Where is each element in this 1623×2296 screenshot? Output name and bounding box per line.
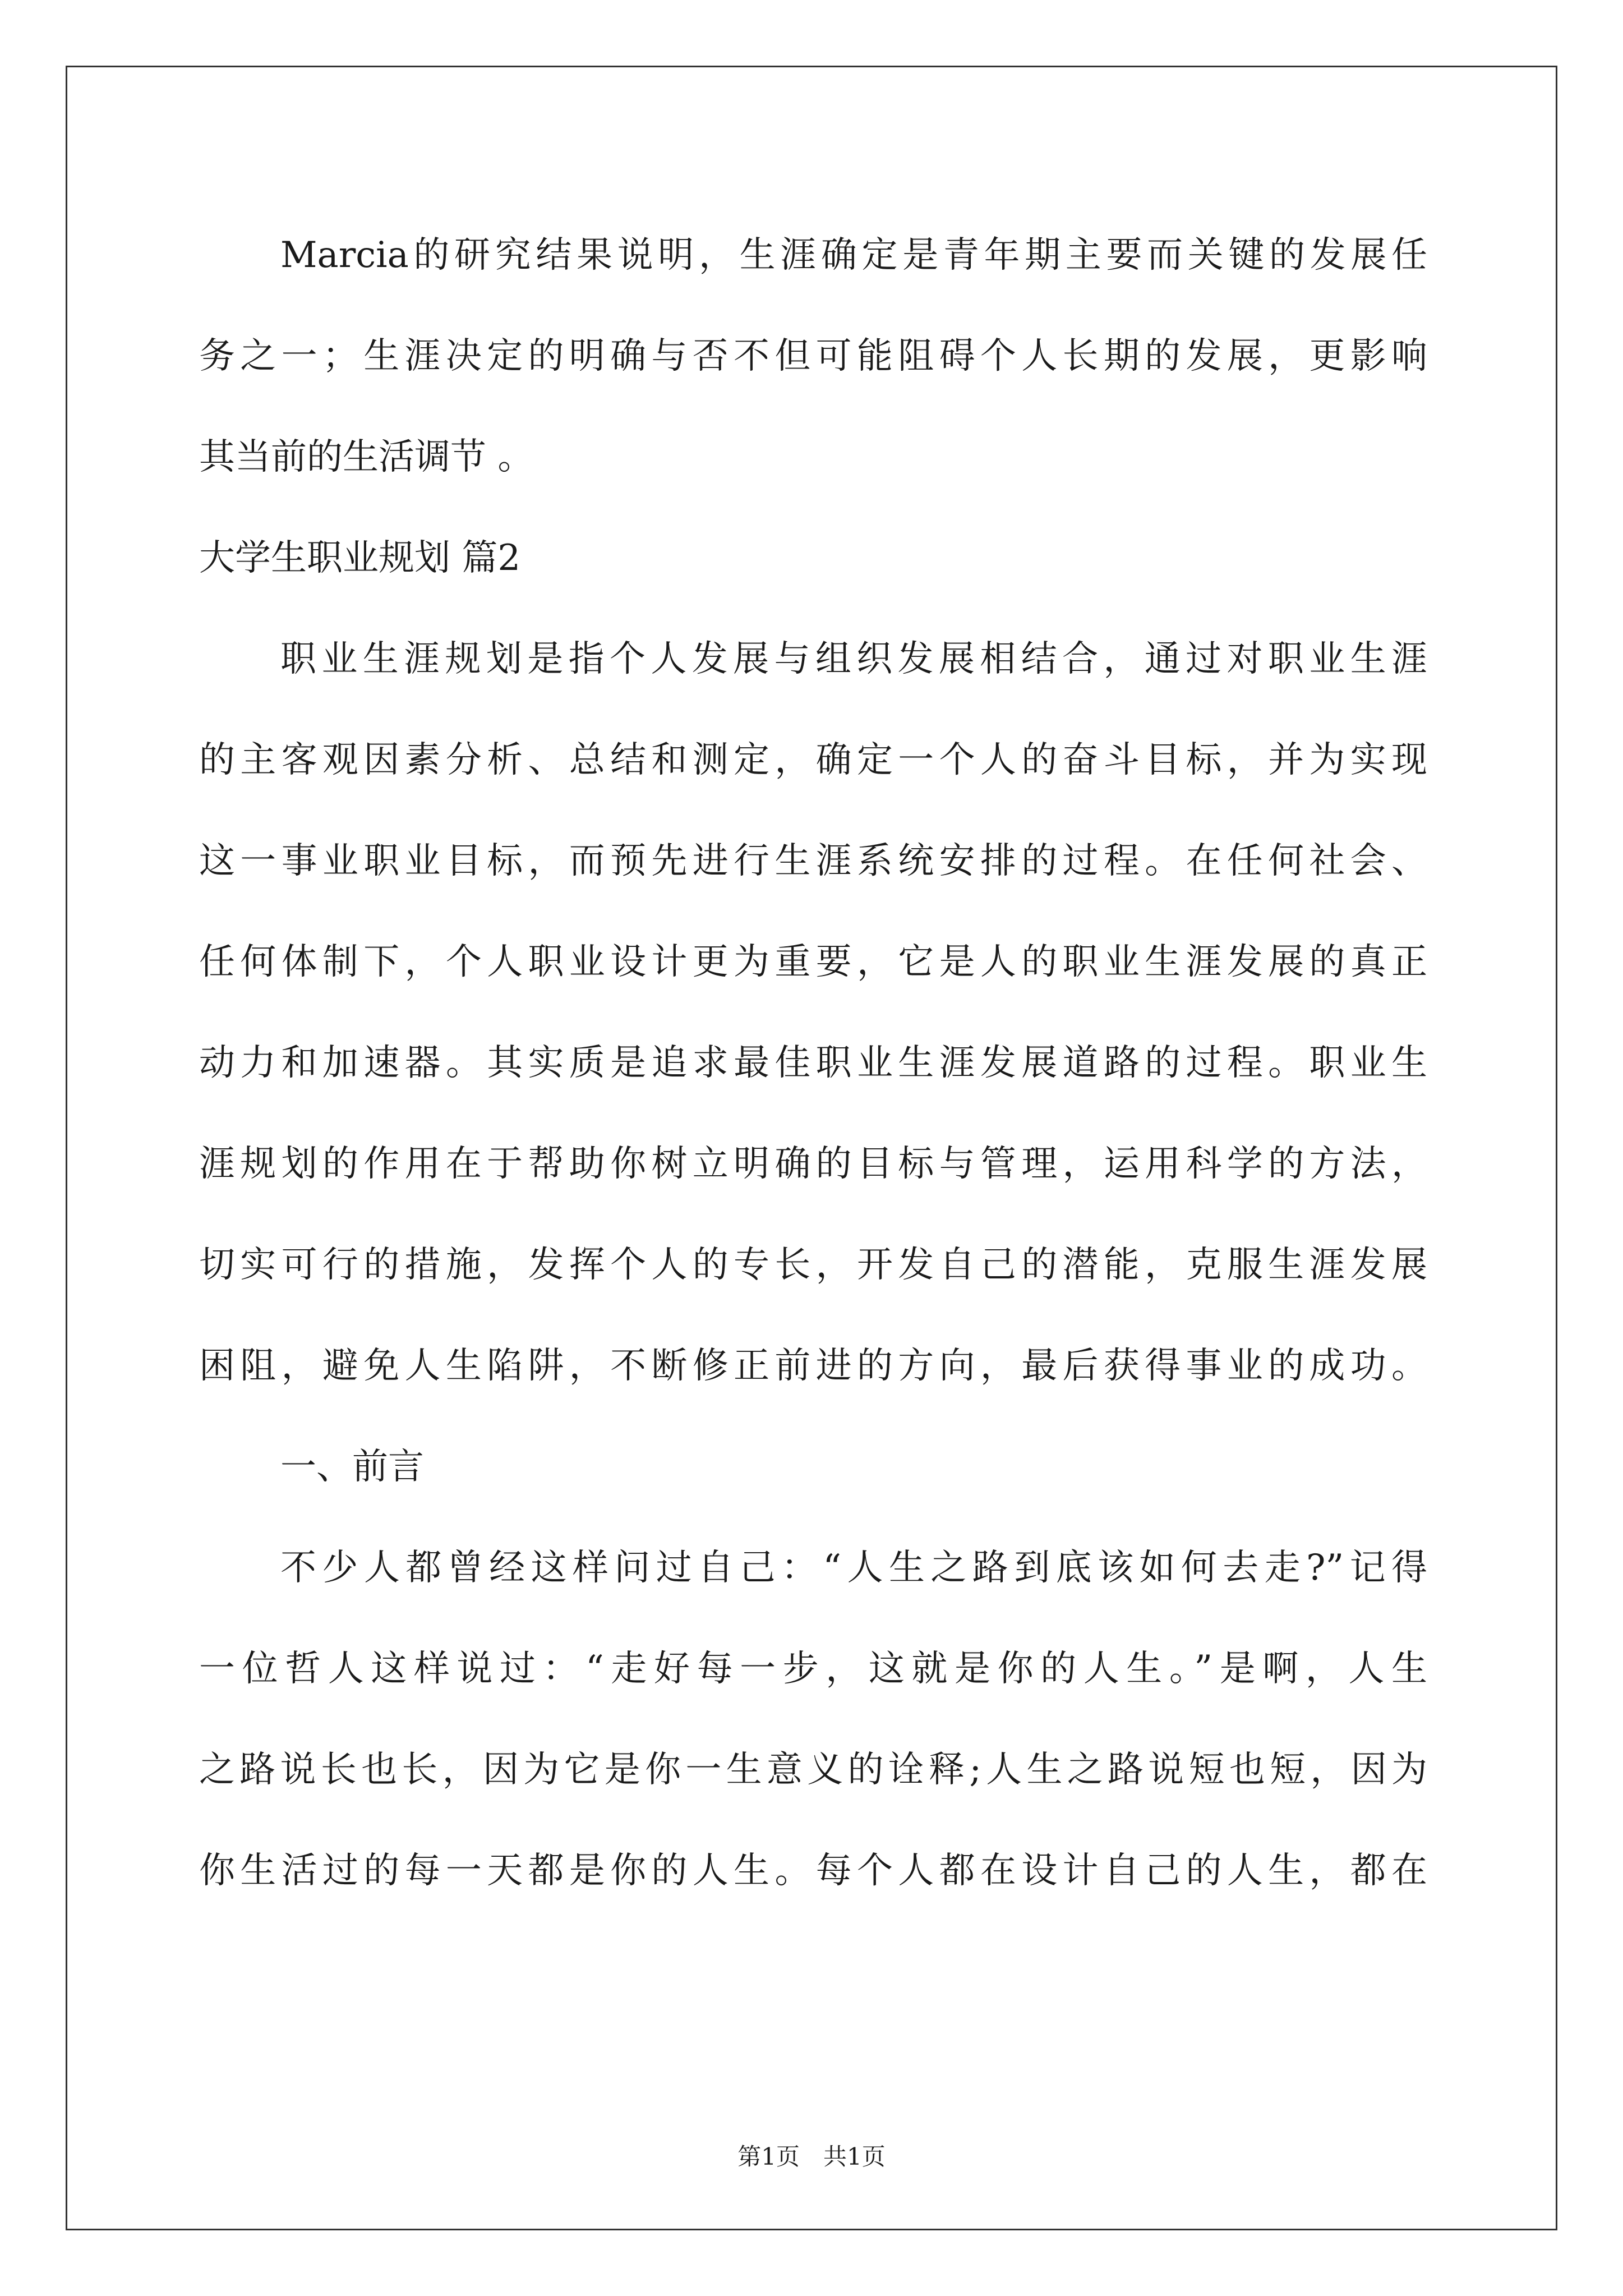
paragraph-line: 不少人都曾经这样问过自己：“人生之路到底该如何去走?”记得 (280, 1547, 1427, 1589)
paragraph-line: 切实可行的措施，发挥个人的专长，开发自己的潜能，克服生涯发展 (199, 1244, 1427, 1286)
paragraph-line: 之路说长也长，因为它是你一生意义的诠释;人生之路说短也短，因为 (199, 1749, 1427, 1791)
paragraph-line: Marcia的研究结果说明，生涯确定是青年期主要而关键的发展任 (280, 234, 1427, 276)
document-body (199, 219, 1427, 1935)
paragraph-line: 的主客观因素分析、总结和测定，确定一个人的奋斗目标，并为实现 (199, 739, 1427, 781)
section-heading: 大学生职业规划 篇2 (199, 537, 521, 579)
paragraph-line: 动力和加速器。其实质是追求最佳职业生涯发展道路的过程。职业生 (199, 1042, 1427, 1084)
paragraph-line: 这一事业职业目标，而预先进行生涯系统安排的过程。在任何社会、 (199, 840, 1427, 882)
subsection-heading: 一、前言 (280, 1446, 424, 1488)
paragraph-line: 困阻，避免人生陷阱，不断修正前进的方向，最后获得事业的成功。 (199, 1345, 1427, 1387)
page-number-footer: 第1页 共1页 (737, 2143, 886, 2170)
paragraph-line: 职业生涯规划是指个人发展与组织发展相结合，通过对职业生涯 (280, 638, 1427, 680)
paragraph-line: 务之一；生涯决定的明确与否不但可能阻碍个人长期的发展，更影响 (199, 335, 1427, 377)
paragraph-line: 其当前的生活调节 。 (199, 436, 534, 478)
paragraph-line: 你生活过的每一天都是你的人生。每个人都在设计自己的人生，都在 (199, 1850, 1427, 1892)
paragraph-line: 涯规划的作用在于帮助你树立明确的目标与管理，运用科学的方法， (199, 1143, 1427, 1185)
paragraph-line: 任何体制下，个人职业设计更为重要，它是人的职业生涯发展的真正 (199, 941, 1427, 983)
paragraph-line: 一位哲人这样说过：“走好每一步，这就是你的人生。”是啊，人生 (199, 1648, 1427, 1690)
